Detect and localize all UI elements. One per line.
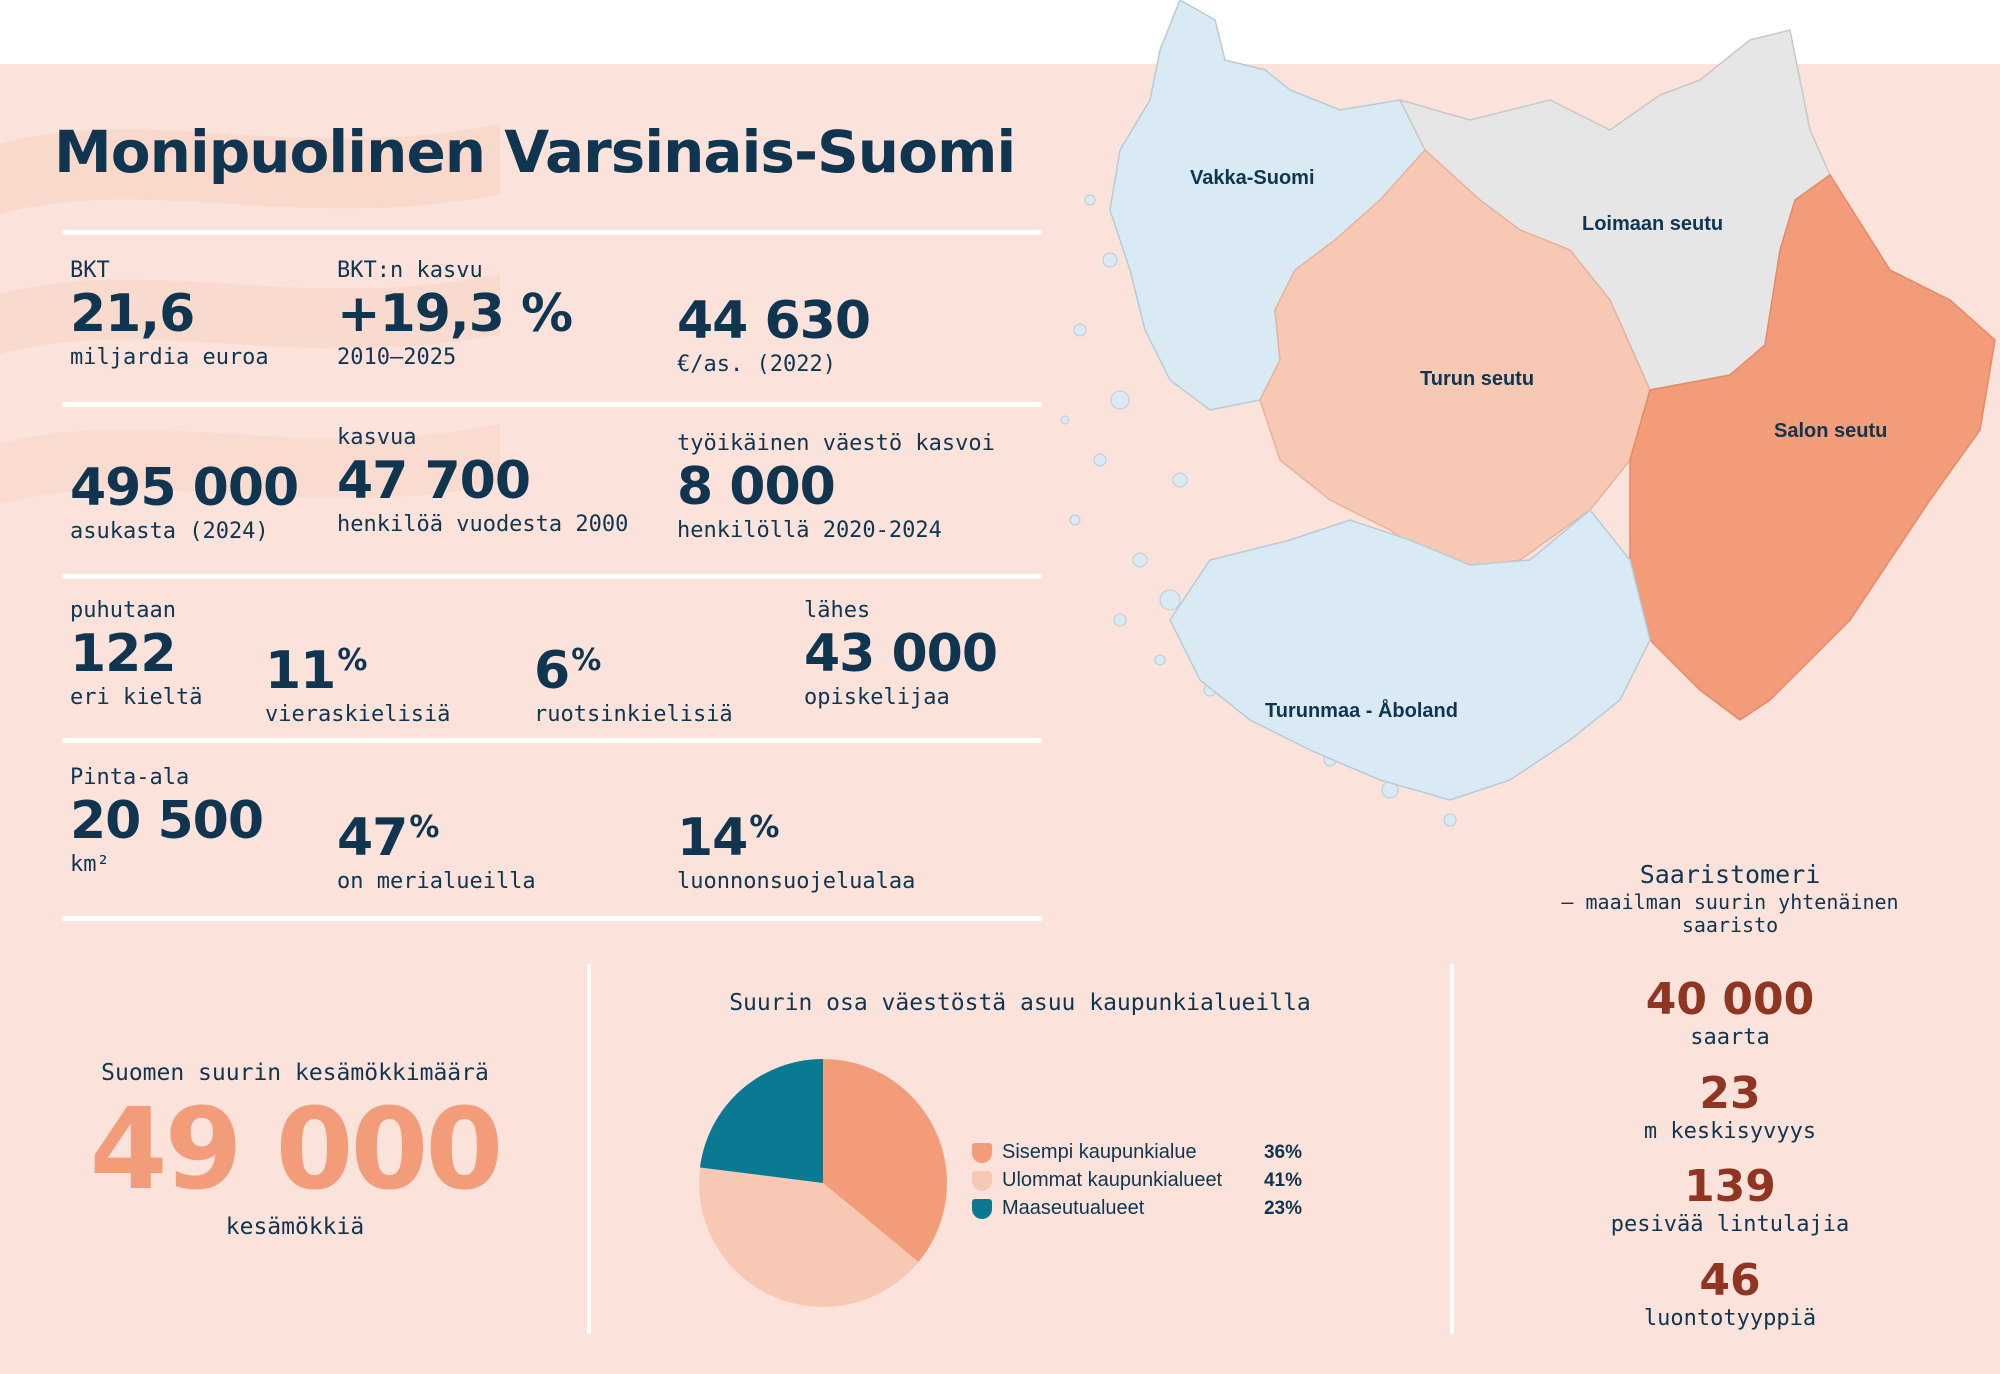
stat-value: 47% [337, 808, 439, 868]
divider [62, 738, 1042, 743]
stat-protected-area [677, 797, 915, 894]
fact-value: 139 [1684, 1161, 1776, 1212]
stat-unit: miljardia euroa [70, 345, 269, 370]
archipelago-title: Saaristomeri [1639, 860, 1821, 889]
archipelago-fact [1510, 1162, 1950, 1237]
stat-bkt [70, 258, 269, 370]
page-title: Monipuolinen Varsinais-Suomi [54, 118, 1016, 186]
legend-swatch [972, 1171, 992, 1191]
stat-unit: henkilöä vuodesta 2000 [337, 512, 629, 537]
legend-value: 23% [1263, 1198, 1302, 1219]
legend-label: Ulommat kaupunkialueet [1002, 1169, 1223, 1191]
stat-unit: asukasta (2024) [70, 519, 269, 544]
stat-per-capita [677, 290, 870, 377]
archipelago-fact [1510, 1069, 1950, 1144]
stat-sea-area [337, 797, 536, 894]
divider [62, 230, 1042, 235]
stat-unit: luonnonsuojelualaa [677, 869, 916, 894]
stat-swedish-speaking [534, 630, 733, 727]
pie-slice-maaseutu [700, 1059, 823, 1183]
fact-unit: saarta [1690, 1025, 1770, 1050]
map-label-turun-seutu: Turun seutu [1420, 368, 1535, 390]
map-label-vakka-suomi: Vakka-Suomi [1190, 167, 1315, 189]
map-label-loimaan-seutu: Loimaan seutu [1582, 213, 1724, 235]
cottages-unit: kesämökkiä [225, 1214, 365, 1240]
stat-foreign-language [265, 630, 450, 727]
population-pie-chart [696, 1056, 950, 1310]
map-label-salon-seutu: Salon seutu [1774, 420, 1888, 442]
legend-value: 36% [1263, 1142, 1302, 1163]
stat-value: 495 000 [70, 458, 299, 518]
stat-label: kasvua [337, 425, 417, 450]
stat-label: työikäinen väestö kasvoi [677, 431, 995, 456]
region-map [1050, 0, 2000, 870]
stat-value: 20 500 [70, 791, 264, 851]
stat-label: puhutaan [70, 598, 176, 623]
stat-bkt-growth [337, 258, 572, 370]
stat-students [804, 598, 997, 710]
fact-value: 46 [1699, 1255, 1761, 1306]
stat-value: 8 000 [677, 457, 835, 517]
cottages-value: 49 000 [89, 1085, 501, 1215]
fact-value: 40 000 [1645, 974, 1815, 1025]
archipelago-header [1500, 860, 1960, 937]
stat-area [70, 765, 263, 877]
fact-value: 23 [1699, 1068, 1761, 1119]
map-label-turunmaa-aboland: Turunmaa - Åboland [1265, 700, 1458, 722]
cottages-heading: Suomen suurin kesämökkimäärä [101, 1060, 489, 1086]
stat-pop-growth [337, 425, 628, 537]
stat-unit: henkilöllä 2020-2024 [677, 518, 942, 543]
archipelago-fact [1510, 1256, 1950, 1331]
fact-unit: pesivää lintulajia [1610, 1212, 1850, 1237]
stat-label: BKT [70, 258, 110, 283]
map-region-turunmaa-aboland [1170, 510, 1650, 800]
stat-label: Pinta-ala [70, 765, 190, 790]
stat-population [70, 457, 298, 544]
stat-unit: km² [70, 852, 110, 877]
stat-workforce [677, 431, 995, 543]
stat-value: 21,6 [70, 284, 195, 344]
legend-label: Sisempi kaupunkialue [1002, 1141, 1197, 1163]
stat-value: 122 [70, 624, 176, 684]
stat-value: 43 000 [804, 624, 998, 684]
stat-unit: vieraskielisiä [265, 702, 451, 727]
stat-languages [70, 598, 202, 710]
stat-unit: eri kieltä [70, 685, 203, 710]
stat-value: 11% [265, 641, 367, 701]
stat-label: lähes [804, 598, 871, 623]
divider [62, 574, 1042, 579]
fact-unit: m keskisyvyys [1643, 1119, 1817, 1144]
stat-label: BKT:n kasvu [337, 258, 483, 283]
stat-value: +19,3 % [337, 284, 573, 344]
stat-value: 44 630 [677, 291, 871, 351]
chart-title: Suurin osa väestöstä asuu kaupunkialueilla [729, 990, 1311, 1016]
fact-unit: luontotyyppiä [1643, 1306, 1817, 1331]
column-divider [587, 964, 591, 1334]
divider [62, 916, 1042, 921]
stat-unit: 2010–2025 [337, 345, 457, 370]
stat-value: 47 700 [337, 451, 531, 511]
stat-unit: on merialueilla [337, 869, 536, 894]
stat-unit: ruotsinkielisiä [534, 702, 733, 727]
legend-value: 41% [1263, 1170, 1302, 1191]
stat-unit: €/as. (2022) [677, 352, 836, 377]
stat-unit: opiskelijaa [804, 685, 950, 710]
archipelago-fact [1510, 975, 1950, 1050]
column-divider [1450, 964, 1454, 1334]
stat-value: 6% [534, 641, 601, 701]
divider [62, 402, 1042, 407]
legend-swatch [972, 1143, 992, 1163]
archipelago-subtitle: – maailman suurin yhtenäinen saaristo [1561, 890, 1899, 937]
cottages-block [60, 1060, 530, 1240]
legend-label: Maaseutualueet [1002, 1197, 1145, 1219]
stat-value: 14% [677, 808, 779, 868]
legend-swatch [972, 1199, 992, 1219]
